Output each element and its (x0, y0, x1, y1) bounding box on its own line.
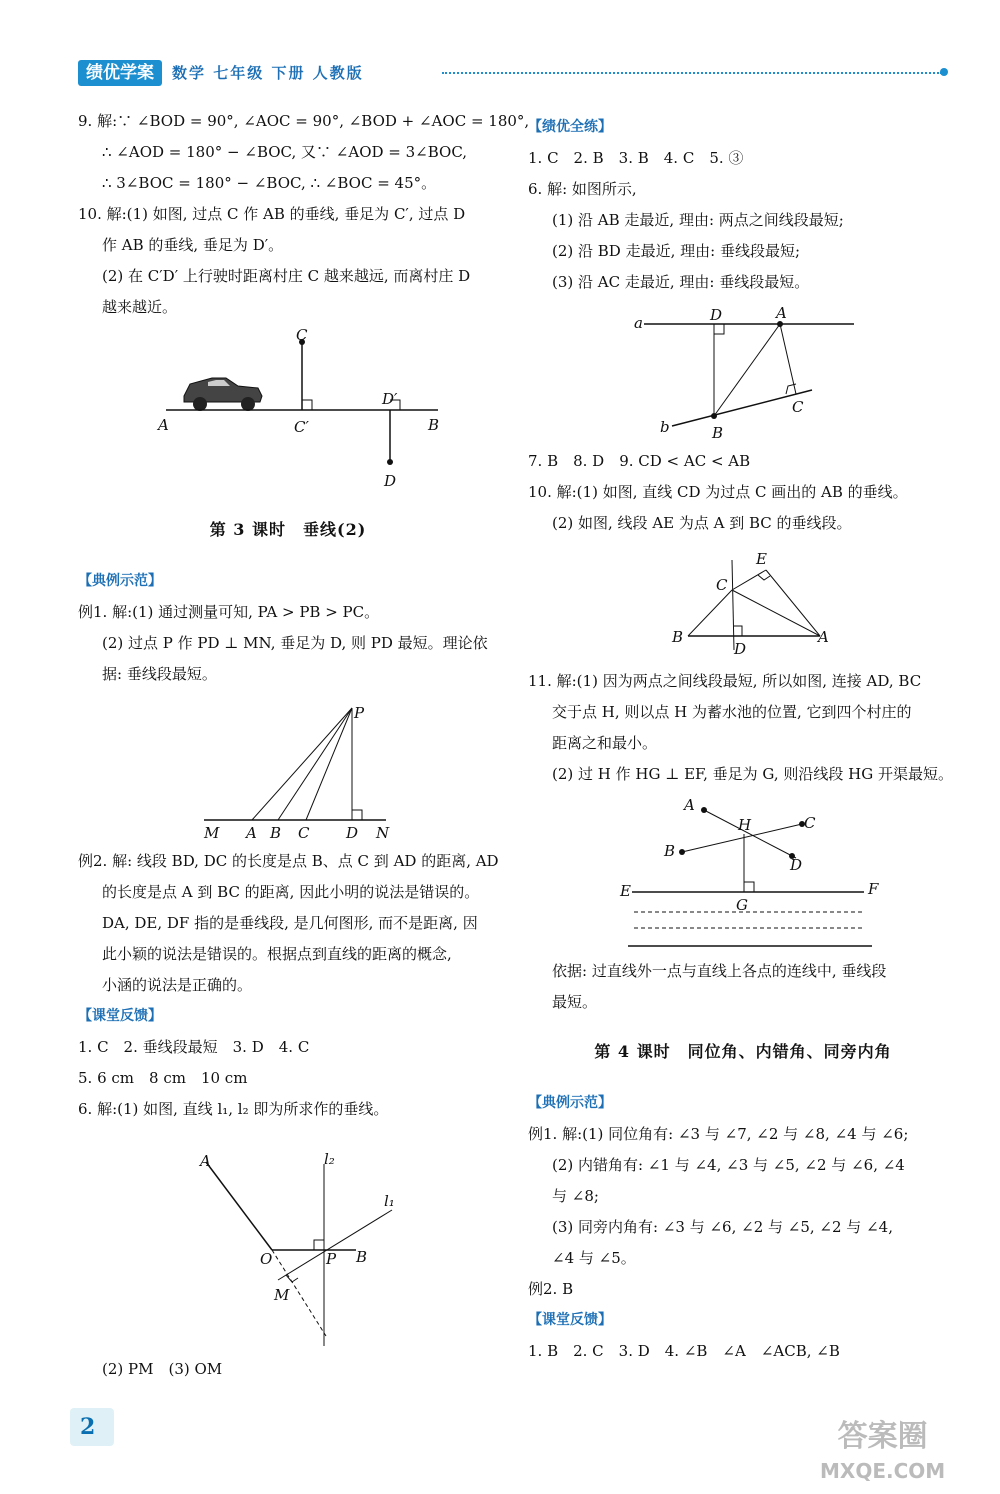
right-q11-line-1: 11. 解:(1) 因为两点之间线段最短, 所以如图, 连接 AD, BC (528, 672, 922, 690)
fig1-label-D-prime: D′ (382, 390, 398, 408)
fig2-label-C: C (298, 824, 310, 842)
fig6-label-F: F (868, 880, 879, 898)
right-q6-line-3: (2) 沿 BD 走最近, 理由: 垂线段最短; (552, 242, 801, 260)
ex2-line-5: 小涵的说法是正确的。 (102, 976, 253, 994)
right-answers-7-9: 7. B 8. D 9. CD < AC < AB (528, 452, 751, 470)
fig4-label-B: B (712, 424, 724, 442)
ex2-line-4: 此小颖的说法是错误的。根据点到直线的距离的概念, (102, 945, 452, 963)
fig2-label-M: M (204, 824, 220, 842)
header-dot-icon (940, 68, 948, 76)
fig5-label-C: C (716, 576, 728, 594)
fig3-label-M: M (274, 1286, 290, 1304)
right-ex1-line-3: 与 ∠8; (552, 1187, 599, 1205)
fig6-label-G: G (736, 896, 748, 914)
figure-point-to-line (200, 704, 400, 844)
fig5-label-E: E (756, 550, 767, 568)
feedback-line-2: 5. 6 cm 8 cm 10 cm (78, 1069, 248, 1087)
section-example-right: 【典例示范】 (528, 1095, 612, 1111)
fig2-label-N: N (376, 824, 390, 842)
ex1-line-2: (2) 过点 P 作 PD ⊥ MN, 垂足为 D, 则 PD 最短。理论依 (102, 634, 488, 652)
fig2-label-D: D (346, 824, 359, 842)
fig2-label-B: B (270, 824, 282, 842)
right-column-basis (528, 956, 958, 1018)
right-q11-line-2: 交于点 H, 则以点 H 为蓄水池的位置, 它到四个村庄的 (552, 703, 912, 721)
header-divider (442, 72, 942, 74)
fig1-label-D: D (384, 472, 397, 490)
fig4-label-D: D (710, 306, 723, 324)
q9-line-1: 9. 解:∵ ∠BOD = 90°, ∠AOC = 90°, ∠BOD + ∠AOC = 180°, (78, 112, 530, 130)
fig3-label-A: A (200, 1152, 211, 1170)
left-column-example (78, 566, 498, 690)
fig3-label-P: P (326, 1250, 337, 1268)
feedback-q6-answers: (2) PM (3) OM (102, 1360, 223, 1378)
q10-line-1: 10. 解:(1) 如图, 过点 C 作 AB 的垂线, 垂足为 C′, 过点 D (78, 205, 466, 223)
feedback-line-1: 1. C 2. 垂线段最短 3. D 4. C (78, 1038, 310, 1056)
right-q10-line-1: 10. 解:(1) 如图, 直线 CD 为过点 C 画出的 AB 的垂线。 (528, 483, 908, 501)
fig5-label-D: D (734, 640, 747, 658)
q10-line-4: 越来越近。 (102, 298, 178, 316)
right-q6-line-2: (1) 沿 AB 走最近, 理由: 两点之间线段最短; (552, 211, 844, 229)
fig5-label-A: A (818, 628, 829, 646)
q10-line-2: 作 AB 的垂线, 垂足为 D′。 (102, 236, 284, 254)
right-ex1-line-5: ∠4 与 ∠5。 (552, 1249, 636, 1267)
fig3-label-B: B (356, 1248, 368, 1266)
right-q11-line-3: 距离之和最小。 (552, 734, 658, 752)
figure-perpendicular-lines (196, 1150, 416, 1350)
right-basis-line-1: 依据: 过直线外一点与直线上各点的连线中, 垂线段 (552, 962, 887, 980)
right-q11-line-4: (2) 过 H 作 HG ⊥ EF, 垂足为 G, 则沿线段 HG 开渠最短。 (552, 765, 954, 783)
right-ex1-line-4: (3) 同旁内角有: ∠3 与 ∠6, ∠2 与 ∠5, ∠2 与 ∠4, (552, 1218, 893, 1236)
ex2-line-2: 的长度是点 A 到 BC 的距离, 因此小明的说法是错误的。 (102, 883, 480, 901)
section-feedback-left: 【课堂反馈】 (78, 1008, 162, 1024)
left-column-final (78, 1354, 498, 1385)
fig6-label-E: E (620, 882, 631, 900)
right-ex1-line-1: 例1. 解:(1) 同位角有: ∠3 与 ∠7, ∠2 与 ∠8, ∠4 与 ∠6; (528, 1125, 909, 1143)
fig4-label-a: a (634, 314, 643, 332)
ex1-line-3: 据: 垂线段最短。 (102, 665, 217, 683)
right-column-q11 (528, 666, 958, 790)
right-ex1-line-2: (2) 内错角有: ∠1 与 ∠4, ∠3 与 ∠5, ∠2 与 ∠6, ∠4 (552, 1156, 905, 1174)
right-column-lesson4 (528, 1088, 958, 1367)
fig6-label-C: C (804, 814, 816, 832)
figure-reservoir (616, 794, 886, 954)
right-answers-1-5: 1. C 2. B 3. B 4. C 5. ③ (528, 149, 744, 167)
fig2-label-A: A (246, 824, 257, 842)
fig1-label-B: B (428, 416, 440, 434)
right-q6-line-1: 6. 解: 如图所示, (528, 180, 637, 198)
right-column-top (528, 112, 958, 298)
fig1-label-C: C (296, 326, 308, 344)
feedback-q6: 6. 解:(1) 如图, 直线 l₁, l₂ 即为所求作的垂线。 (78, 1100, 389, 1118)
fig3-label-O: O (260, 1250, 273, 1268)
fig3-label-l1: l₁ (384, 1192, 395, 1210)
figure-triangle (668, 550, 838, 660)
figure-car-perpendiculars (150, 326, 450, 495)
fig3-label-l2: l₂ (324, 1150, 335, 1168)
left-column-ex2-feedback (78, 846, 498, 1125)
fig4-label-A: A (776, 304, 787, 322)
fig6-label-H: H (738, 816, 752, 834)
watermark-line-1: 答案圈 (837, 1419, 928, 1454)
ex2-line-3: DA, DE, DF 指的是垂线段, 是几何图形, 而不是距离, 因 (102, 914, 478, 932)
car-icon (184, 378, 262, 411)
fig5-label-B: B (672, 628, 684, 646)
fig2-label-P: P (354, 704, 365, 722)
left-column-q9-q10 (78, 106, 530, 323)
section-feedback-right: 【课堂反馈】 (528, 1312, 612, 1328)
right-ex2: 例2. B (528, 1280, 574, 1298)
figure-lines-ab (632, 300, 862, 450)
fig6-label-B: B (664, 842, 676, 860)
fig1-label-C-prime: C′ (294, 418, 309, 436)
brand-badge: 绩优学案 (78, 60, 162, 86)
q9-line-2: ∴ ∠AOD = 180° − ∠BOC, 又∵ ∠AOD = 3∠BOC, (102, 143, 468, 161)
right-q6-line-4: (3) 沿 AC 走最近, 理由: 垂线段最短。 (552, 273, 810, 291)
fig1-label-A: A (158, 416, 169, 434)
right-basis-line-2: 最短。 (552, 993, 598, 1011)
watermark-line-2: MXQE.COM (820, 1459, 946, 1483)
right-feedback-answers: 1. B 2. C 3. D 4. ∠B ∠A ∠ACB, ∠B (528, 1342, 840, 1360)
fig6-label-A: A (684, 796, 695, 814)
page-number: 2 (80, 1414, 96, 1440)
fig4-label-C: C (792, 398, 804, 416)
ex1-line-1: 例1. 解:(1) 通过测量可知, PA > PB > PC。 (78, 603, 380, 621)
header-subtitle: 数学 七年级 下册 人教版 (172, 64, 364, 82)
fig4-label-b: b (660, 418, 670, 436)
lesson4-title: 第 4 课时 同位角、内错角、同旁内角 (594, 1042, 892, 1061)
section-example-left: 【典例示范】 (78, 573, 162, 589)
watermark (820, 1420, 945, 1488)
section-full-practice: 【绩优全练】 (528, 119, 612, 135)
fig6-label-D: D (790, 856, 803, 874)
right-column-q7-q10 (528, 446, 958, 539)
q9-line-3: ∴ 3∠BOC = 180° − ∠BOC, ∴ ∠BOC = 45°。 (102, 174, 437, 192)
q10-line-3: (2) 在 C′D′ 上行驶时距离村庄 C 越来越远, 而离村庄 D (102, 267, 471, 285)
ex2-line-1: 例2. 解: 线段 BD, DC 的长度是点 B、点 C 到 AD 的距离, AD (78, 852, 499, 870)
right-q10-line-2: (2) 如图, 线段 AE 为点 A 到 BC 的垂线段。 (552, 514, 852, 532)
lesson3-title: 第 3 课时 垂线(2) (209, 520, 367, 539)
